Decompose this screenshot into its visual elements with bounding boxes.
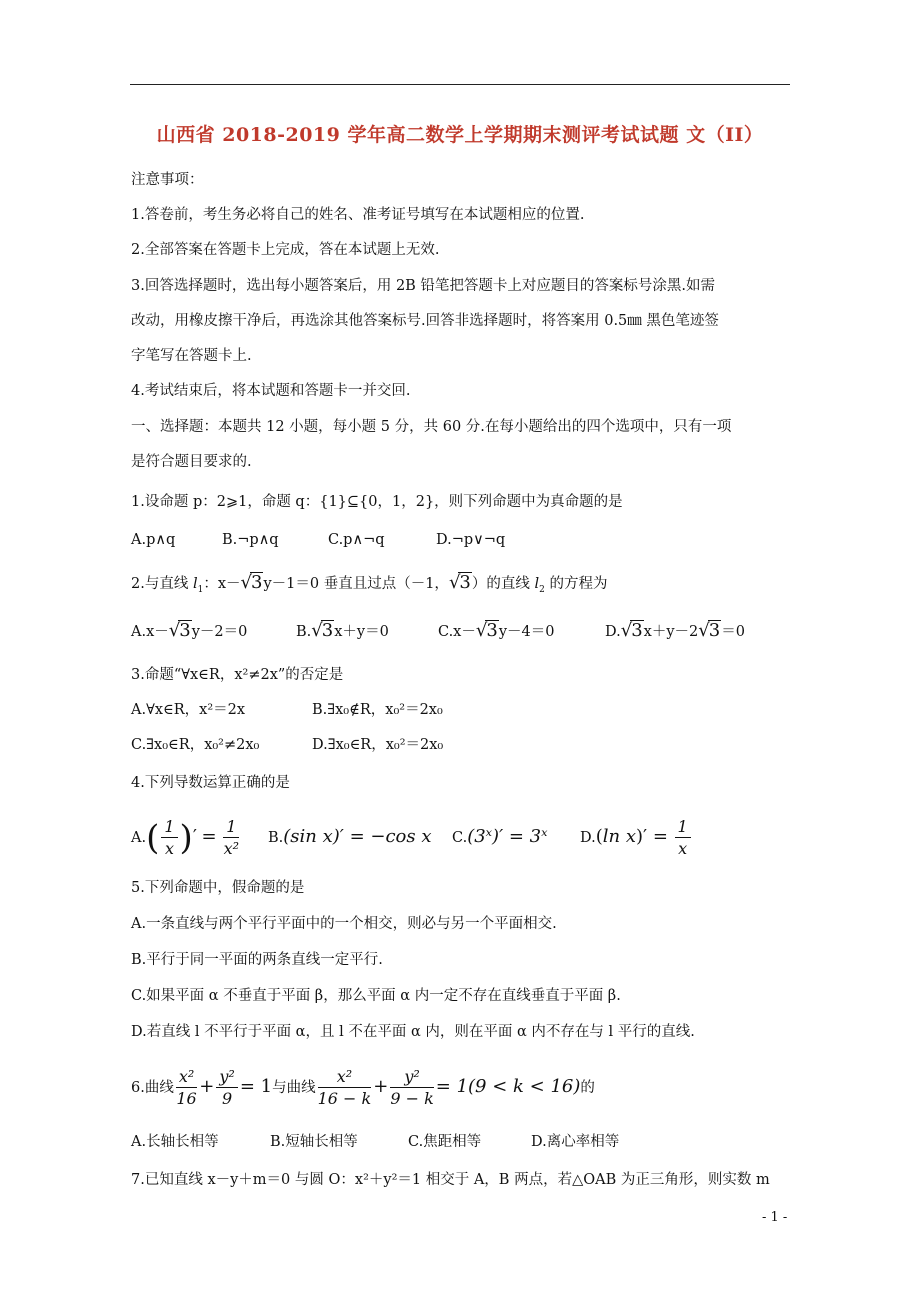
q3-option-b: B.∃x₀∉R，x₀²＝2x₀ bbox=[312, 702, 443, 718]
q1-option-c: C.p∧¬q bbox=[328, 532, 385, 548]
q4-stem: 4.下列导数运算正确的是 bbox=[131, 775, 290, 791]
q6-option-b: B.短轴长相等 bbox=[270, 1134, 358, 1150]
q2-option-c: C.x－√3y－4＝0 bbox=[438, 620, 555, 641]
note-2: 2.全部答案在答题卡上完成，答在本试题上无效. bbox=[131, 242, 440, 258]
q5-option-d: D.若直线 l 不平行于平面 α，且 l 不在平面 α 内，则在平面 α 内不存在与 l 平行的直线. bbox=[131, 1024, 695, 1040]
section1-line-a: 一、选择题：本题共 12 小题，每小题 5 分，共 60 分.在每小题给出的四个选项中，只有一项 bbox=[131, 419, 732, 435]
q4-option-d: D.(ln x)′ = $\frac{1}{x}$ bbox=[580, 812, 693, 864]
q6-option-d: D.离心率相等 bbox=[531, 1134, 620, 1150]
q5-option-c: C.如果平面 α 不垂直于平面 β，那么平面 α 内一定不存在直线垂直于平面 β. bbox=[131, 988, 621, 1004]
notes-heading: 注意事项： bbox=[131, 172, 204, 188]
q5-option-b: B.平行于同一平面的两条直线一定平行. bbox=[131, 952, 383, 968]
q5-option-a: A.一条直线与两个平行平面中的一个相交，则必与另一个平面相交. bbox=[131, 916, 557, 932]
q3-option-d: D.∃x₀∈R，x₀²＝2x₀ bbox=[312, 737, 444, 753]
q3-option-a: A.∀x∈R，x²＝2x bbox=[131, 702, 246, 718]
q6-stem: 6.曲线 $\frac{\text{x²}}{16}$ + $\frac{\text{y²}}{9}$ = 1与曲线 $\frac{\text{x²}}{16 - k}$ + $\frac{\text{y²}}{9 - k}$ = 1(9 < k < 16)的 bbox=[131, 1066, 595, 1108]
q1-option-a: A.p∧q bbox=[131, 532, 176, 548]
q7-stem: 7.已知直线 x－y＋m＝0 与圆 O：x²＋y²＝1 相交于 A，B 两点，若△OAB 为正三角形，则实数 m bbox=[131, 1172, 770, 1188]
q2-option-d: D.√3x＋y－2√3＝0 bbox=[605, 620, 745, 641]
q3-option-c: C.∃x₀∈R，x₀²≠2x₀ bbox=[131, 737, 260, 753]
note-1: 1.答卷前，考生务必将自己的姓名、准考证号填写在本试题相应的位置. bbox=[131, 207, 585, 223]
q2-option-b: B.√3x＋y＝0 bbox=[296, 620, 389, 641]
q4-option-b: B.(sin x)′ = −cos x bbox=[268, 826, 432, 847]
sqrt-symbol: √3 bbox=[448, 572, 471, 593]
q1-stem: 1.设命题 p：2⩾1，命题 q：{1}⊆{0，1，2}，则下列命题中为真命题的是 bbox=[131, 494, 623, 510]
header-rule bbox=[130, 84, 790, 85]
q4-option-c: C.(3ˣ)′ = 3ˣ bbox=[452, 826, 548, 847]
q2-stem: 2.与直线 $l_1$：x－√3y－1＝0 垂直且过点（－1，√3）的直线 $l_2$ 的方程为 bbox=[131, 572, 608, 595]
q2-option-a: A.x－√3y－2＝0 bbox=[131, 620, 248, 641]
section1-line-b: 是符合题目要求的. bbox=[131, 454, 252, 470]
note-4: 4.考试结束后，将本试题和答题卡一并交回. bbox=[131, 383, 411, 399]
q6-option-a: A.长轴长相等 bbox=[131, 1134, 219, 1150]
q6-option-c: C.焦距相等 bbox=[408, 1134, 482, 1150]
note-3b: 改动，用橡皮擦干净后，再选涂其他答案标号.回答非选择题时，将答案用 0.5㎜ 黑色笔迹签 bbox=[131, 313, 719, 329]
sqrt-symbol: √3 bbox=[240, 572, 263, 593]
q1-option-b: B.¬p∧q bbox=[222, 532, 279, 548]
page-number: - 1 - bbox=[762, 1210, 788, 1225]
q4-option-a: A.( $\frac{1}{x}$ )′ = $\frac{1}{\text{x²}}$ bbox=[131, 816, 240, 858]
q3-stem: 3.命题“∀x∈R，x²≠2x”的否定是 bbox=[131, 667, 344, 683]
note-3c: 字笔写在答题卡上. bbox=[131, 348, 252, 364]
document-title: 山西省 2018-2019 学年高二数学上学期期末测评考试试题 文（II） bbox=[156, 124, 764, 146]
q5-stem: 5.下列命题中，假命题的是 bbox=[131, 880, 305, 896]
q1-option-d: D.¬p∨¬q bbox=[436, 532, 506, 548]
note-3a: 3.回答选择题时，选出每小题答案后，用 2B 铅笔把答题卡上对应题目的答案标号涂黑.如需 bbox=[131, 278, 716, 294]
